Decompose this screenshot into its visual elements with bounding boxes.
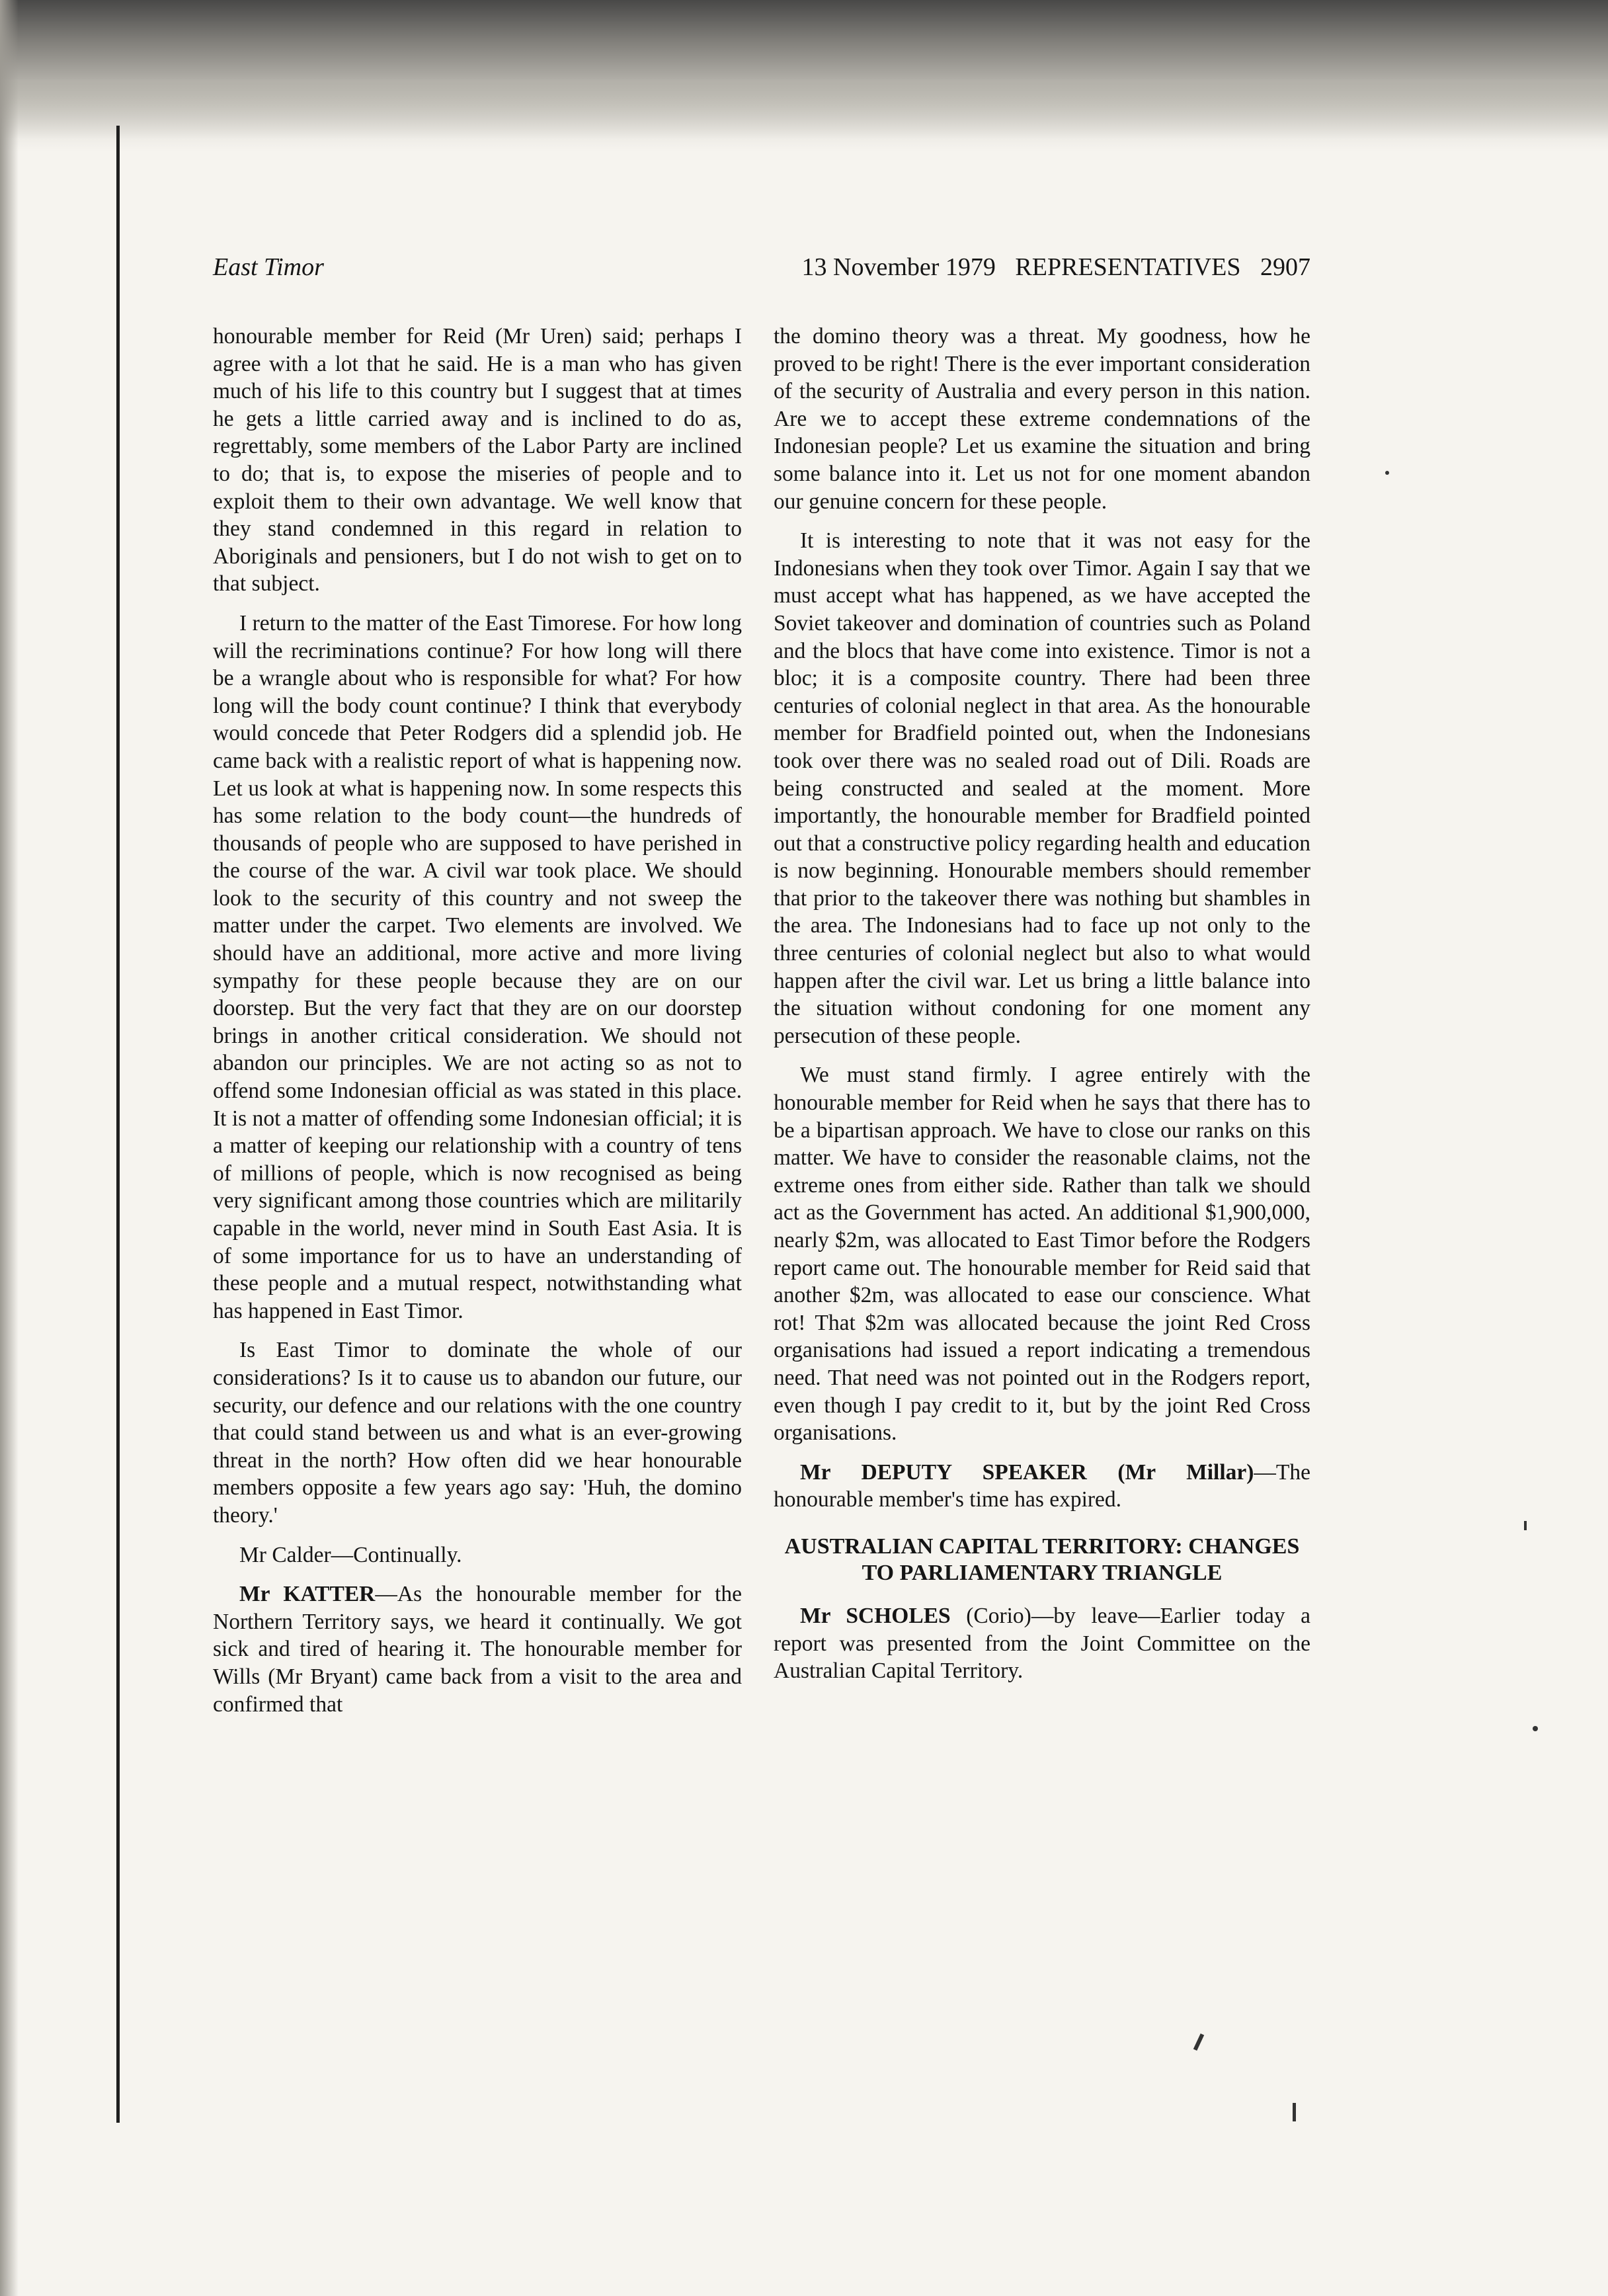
right-column <box>774 323 1310 1697</box>
section-title: East Timor <box>213 253 324 281</box>
paragraph: Is East Timor to dominate the whole of our considerations? Is it to cause us to abandon our future, our security, our defence and our relations with the one country that could stand between us and what is an ever-growing threat in the north? How often did we hear honourable members opposite a few years ago say: 'Huh, the domino theory.' <box>213 1338 742 1528</box>
paragraph: We must stand firmly. I agree entirely with the honourable member for Reid when he says that there has to be a bipartisan approach. We have to close our ranks on this matter. We have to consider the reasonable claims, not the extreme ones from either side. Rather than talk we should act as the Government has acted. An additional $1,900,000, nearly $2m, was allocated to East Timor before the Rodgers report came out. The honourable member for Reid said that another $2m, was allocated to ease our conscience. What rot! That $2m was allocated because the joint Red Cross organisations had issued a report indicating a tremendous need. That need was not pointed out in the Rodgers report, even though I pay credit to it, but by the joint Red Cross organisations. <box>774 1063 1310 1446</box>
paragraph: It is interesting to note that it was not easy for the Indonesians when they took over Timor. Again I say that we must accept what has happened, as we have accepted the Soviet takeover and domination of countries such as Poland and the blocs that have come into existence. Timor is not a bloc; it is a composite country. There had been three centuries of colonial neglect in that area. As the honourable member for Bradfield pointed out, when the Indonesians took over there was no sealed road out of Dili. Roads are being constructed and sealed at the moment. More importantly, the honourable member for Bradfield pointed out that a constructive policy regarding health and education is now beginning. Honourable members should remember that prior to the takeover there was nothing but shambles in the area. The Indonesians had to face up not only to the three centuries of colonial neglect but also to what would happen after the civil war. Let us bring a little balance into the situation without condoning for one moment any persecution of these people. <box>774 528 1310 1048</box>
speech-text: —Continually. <box>331 1542 462 1567</box>
scan-speck <box>1385 471 1389 475</box>
paragraph: the domino theory was a threat. My goodness, how he proved to be right! There is the ever important consideration of the security of Australia and every person in this nation. Are we to accept these extreme condemnations of the Indonesian people? Let us examine the situation and bring some balance into it. Let us not for one moment abandon our genuine concern for these people. <box>774 324 1310 514</box>
page-number: 2907 <box>1260 253 1310 281</box>
speaker-name: Mr SCHOLES <box>800 1603 951 1628</box>
header-info <box>789 253 1310 282</box>
interjection <box>213 1541 742 1569</box>
speech-text: (Corio)—by leave—Earlier today a report was presented from the Joint Committee on the Australian Capital Territory. <box>774 1603 1310 1684</box>
speech <box>213 1580 742 1718</box>
left-column <box>213 323 742 1730</box>
header-house: REPRESENTATIVES <box>1015 253 1241 281</box>
section-heading: AUSTRALIAN CAPITAL TERRITORY: CHANGES TO PARLIAMENTARY TRIANGLE <box>784 1534 1300 1585</box>
scan-shadow-fade <box>0 79 1608 152</box>
speaker-name: Mr KATTER <box>239 1582 376 1607</box>
speaker-name: Mr Calder <box>239 1542 331 1567</box>
page-binding-edge <box>116 126 120 2123</box>
speech <box>774 1602 1310 1685</box>
paragraph: I return to the matter of the East Timorese. For how long will the recriminations continue? For how long will there be a wrangle about who is responsible for what? For how long will the body count continue? I think that everybody would concede that Peter Rodgers did a splendid job. He came back with a realistic report of what is happening now. Let us look at what is happening now. In some respects this has some relation to the body count—the hundreds of thousands of people who are supposed to have perished in the course of the war. A civil war took place. We should look to the security of this country and not sweep the matter under the carpet. Two elements are involved. We should have an additional, more active and more living sympathy for these people because they are on our doorstep. But the very fact that they are on our doorstep brings in another critical consideration. We should not abandon our principles. We are not acting so as not to offend some Indonesian official as was stated in this place. It is not a matter of offending some Indonesian official; it is a matter of keeping our relationship with a country of tens of millions of people, which is now recognised as being very significant among those countries which are militarily capable in the world, never mind in South East Asia. It is of some importance for us to have an understanding of these people and a mutual respect, notwithstanding what has happened in East Timor. <box>213 610 742 1323</box>
scan-speck <box>1533 1726 1538 1731</box>
speech-text: —The honourable member's time has expired. <box>774 1459 1310 1512</box>
scan-speck <box>1193 2033 1204 2051</box>
speech-text: —As the honourable member for the Northern Territory says, we heard it continually. We got sick and tired of hearing it. The honourable member for Wills (Mr Bryant) came back from a visit to the area and confirmed that <box>213 1582 742 1717</box>
header-date: 13 November 1979 <box>801 253 996 281</box>
paragraph: honourable member for Reid (Mr Uren) said; perhaps I agree with a lot that he said. He is a man who has given much of his life to this country but I suggest that at times he gets a little carried away and is inclined to do as, regrettably, some members of the Labor Party are inclined to do; that is, to expose the miseries of people and to exploit them to their own advantage. We well know that they stand condemned in this regard in relation to Aboriginals and pensioners, but I do not wish to get on to that subject. <box>213 324 742 596</box>
scan-shadow-left <box>0 0 19 2296</box>
speaker-name: Mr DEPUTY SPEAKER (Mr Millar) <box>800 1459 1254 1485</box>
page-header <box>213 253 1310 292</box>
scan-speck <box>1293 2103 1296 2121</box>
scan-speck <box>1524 1521 1527 1530</box>
speech <box>774 1459 1310 1514</box>
